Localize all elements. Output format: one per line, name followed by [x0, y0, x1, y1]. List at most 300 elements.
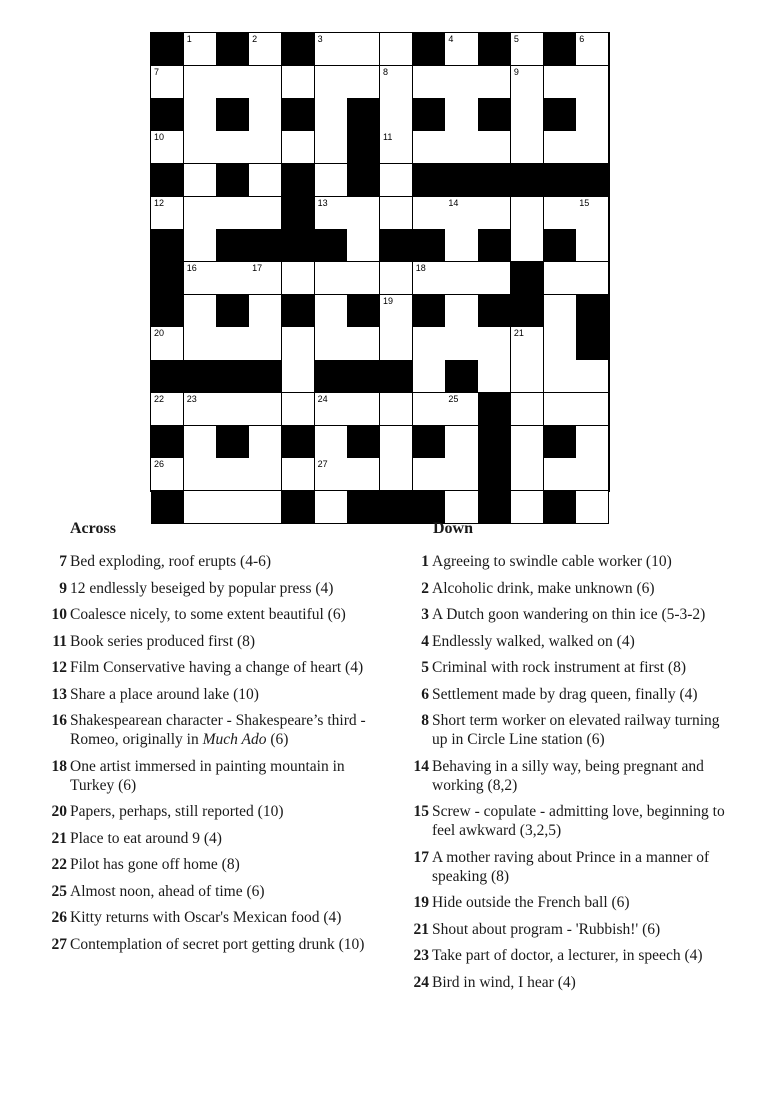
clue-number: 22: [51, 856, 67, 873]
clue-across: [42, 552, 367, 571]
white-square[interactable]: [413, 197, 446, 230]
white-square[interactable]: [216, 458, 249, 491]
black-square: [478, 164, 511, 197]
white-square[interactable]: [282, 66, 315, 99]
black-square: [249, 229, 282, 262]
white-square[interactable]: [445, 229, 478, 262]
black-square: [151, 262, 184, 295]
cell-number: 16: [186, 263, 197, 273]
cell-number: 22: [154, 393, 165, 404]
white-square[interactable]: [216, 131, 249, 164]
white-square[interactable]: [315, 262, 348, 295]
white-square[interactable]: [511, 426, 544, 459]
white-square[interactable]: [184, 33, 217, 66]
cell-number: 1: [186, 34, 192, 44]
clue-number: 27: [51, 935, 67, 953]
white-square[interactable]: [576, 393, 609, 426]
black-square: [511, 164, 544, 197]
down-clues: [405, 520, 730, 999]
black-square: [478, 98, 511, 131]
white-square[interactable]: [380, 426, 413, 459]
white-square[interactable]: [184, 393, 217, 426]
white-square[interactable]: [576, 229, 609, 262]
white-square[interactable]: [315, 33, 348, 66]
black-square: [413, 98, 446, 131]
clue-across: [42, 579, 367, 598]
white-square[interactable]: [184, 164, 217, 197]
clue-number: 7: [59, 553, 67, 570]
cell-number: 5: [513, 34, 519, 44]
black-square: [347, 295, 380, 328]
white-square[interactable]: [445, 66, 478, 99]
white-square[interactable]: [315, 458, 348, 491]
white-square[interactable]: [249, 164, 282, 197]
white-square[interactable]: [249, 33, 282, 66]
white-square[interactable]: [216, 327, 249, 360]
black-square: [184, 360, 217, 393]
black-square: [216, 164, 249, 197]
clue-across: [42, 658, 367, 677]
white-square[interactable]: [184, 262, 217, 295]
white-square[interactable]: [347, 327, 380, 360]
black-square: [216, 295, 249, 328]
white-square[interactable]: [445, 393, 478, 426]
cell-number: 24: [317, 393, 328, 404]
white-square[interactable]: [413, 393, 446, 426]
white-square[interactable]: [478, 262, 511, 295]
white-square[interactable]: [445, 131, 478, 164]
white-square[interactable]: [249, 458, 282, 491]
white-square[interactable]: [151, 66, 184, 99]
clue-text: Take part of doctor, a lecturer, in speech (4): [432, 947, 703, 964]
clue-across: [42, 935, 367, 954]
clue-text: Papers, perhaps, still reported (10): [70, 803, 284, 820]
clue-text: Coalesce nicely, to some extent beautiful (6): [70, 606, 346, 623]
white-square[interactable]: [151, 393, 184, 426]
black-square: [478, 229, 511, 262]
white-square[interactable]: [445, 33, 478, 66]
white-square[interactable]: [445, 262, 478, 295]
white-square[interactable]: [315, 98, 348, 131]
white-square[interactable]: [478, 66, 511, 99]
white-square[interactable]: [216, 393, 249, 426]
black-square: [576, 164, 609, 197]
white-square[interactable]: [380, 458, 413, 491]
clue-text: One artist immersed in painting mountain in Turkey (6): [70, 757, 345, 794]
white-square[interactable]: [413, 458, 446, 491]
black-square: [478, 393, 511, 426]
white-square[interactable]: [576, 66, 609, 99]
white-square[interactable]: [249, 66, 282, 99]
black-square: [282, 197, 315, 230]
white-square[interactable]: [413, 360, 446, 393]
across-clue-list: [42, 552, 367, 954]
black-square: [315, 229, 348, 262]
black-square: [511, 262, 544, 295]
clue-text: Behaving in a silly way, being pregnant and working (8,2): [432, 757, 704, 794]
white-square[interactable]: [347, 197, 380, 230]
cell-number: 23: [186, 393, 197, 404]
white-square[interactable]: [511, 327, 544, 360]
white-square[interactable]: [249, 98, 282, 131]
white-square[interactable]: [445, 426, 478, 459]
black-square: [151, 295, 184, 328]
black-square: [478, 426, 511, 459]
white-square[interactable]: [249, 426, 282, 459]
cell-number: 9: [513, 66, 519, 77]
clue-number: 21: [413, 920, 429, 938]
clue-across: [42, 632, 367, 651]
black-square: [413, 164, 446, 197]
black-square: [347, 360, 380, 393]
clue-text: Bird in wind, I hear (4): [432, 973, 576, 991]
black-square: [151, 98, 184, 131]
black-square: [413, 426, 446, 459]
white-square[interactable]: [282, 458, 315, 491]
clue-across: [42, 605, 367, 624]
white-square[interactable]: [184, 458, 217, 491]
clue-text: Alcoholic drink, make unknown (6): [432, 579, 655, 597]
white-square[interactable]: [151, 327, 184, 360]
black-square: [216, 360, 249, 393]
cell-number: 4: [448, 34, 454, 44]
clue-text: A Dutch goon wandering on thin ice (5-3-2): [432, 606, 706, 623]
black-square: [478, 33, 511, 66]
white-square[interactable]: [576, 458, 609, 491]
white-square[interactable]: [249, 262, 282, 295]
cell-number: 7: [154, 66, 160, 77]
white-square[interactable]: [478, 131, 511, 164]
white-square[interactable]: [511, 360, 544, 393]
white-square[interactable]: [576, 426, 609, 459]
black-square: [151, 164, 184, 197]
white-square[interactable]: [380, 66, 413, 99]
black-square: [544, 33, 577, 66]
black-square: [347, 164, 380, 197]
clue-down: [405, 802, 730, 840]
white-square[interactable]: [478, 360, 511, 393]
white-square[interactable]: [380, 131, 413, 164]
clue-down: [405, 946, 730, 965]
clue-text: Endlessly walked, walked on (4): [432, 632, 635, 650]
white-square[interactable]: [380, 164, 413, 197]
black-square: [151, 33, 184, 66]
down-heading: Down: [433, 520, 474, 537]
clue-text: Bed exploding, roof erupts (4-6): [70, 553, 272, 570]
white-square[interactable]: [347, 393, 380, 426]
white-square[interactable]: [380, 327, 413, 360]
cell-number: 18: [415, 263, 426, 273]
clue-text: Kitty returns with Oscar's Mexican food (4): [70, 909, 342, 926]
clue-down: [405, 973, 730, 992]
black-square: [380, 360, 413, 393]
down-clue-list: [405, 552, 730, 992]
clue-number: 20: [51, 803, 67, 820]
white-square[interactable]: [315, 327, 348, 360]
black-square: [347, 98, 380, 131]
white-square[interactable]: [282, 360, 315, 393]
black-square: [544, 98, 577, 131]
cell-number: 26: [154, 459, 165, 470]
clue-number: 9: [59, 579, 67, 597]
white-square[interactable]: [184, 229, 217, 262]
white-square[interactable]: [249, 197, 282, 230]
black-square: [216, 33, 249, 66]
white-square[interactable]: [315, 66, 348, 99]
cell-number: 21: [513, 328, 524, 339]
black-square: [413, 33, 446, 66]
clue-text: Film Conservative having a change of heart (4): [70, 659, 364, 676]
clue-across: [42, 882, 367, 901]
clue-number: 6: [421, 685, 429, 703]
black-square: [282, 229, 315, 262]
white-square[interactable]: [544, 327, 577, 360]
clue-text: Agreeing to swindle cable worker (10): [432, 553, 672, 570]
white-square[interactable]: [184, 98, 217, 131]
white-square[interactable]: [282, 393, 315, 426]
white-square[interactable]: [413, 327, 446, 360]
white-square[interactable]: [511, 98, 544, 131]
black-square: [282, 426, 315, 459]
black-square: [347, 426, 380, 459]
white-square[interactable]: [511, 33, 544, 66]
cell-number: 11: [383, 132, 393, 143]
white-square[interactable]: [445, 327, 478, 360]
white-square[interactable]: [282, 262, 315, 295]
clue-text: A mother raving about Prince in a manner of speaking (8): [432, 848, 710, 885]
white-square[interactable]: [249, 295, 282, 328]
clue-number: 4: [421, 632, 429, 650]
white-square[interactable]: [184, 66, 217, 99]
clue-down: [405, 893, 730, 912]
white-square[interactable]: [445, 458, 478, 491]
black-square: [151, 426, 184, 459]
cell-number: 13: [317, 197, 328, 208]
clue-text: Screw - copulate - admitting love, beginning to feel awkward (3,2,5): [432, 803, 725, 839]
clue-text: Contemplation of secret port getting drunk (10): [70, 935, 365, 953]
black-square: [282, 98, 315, 131]
black-square: [315, 360, 348, 393]
cell-number: 8: [383, 66, 389, 77]
white-square[interactable]: [151, 197, 184, 230]
black-square: [282, 295, 315, 328]
clue-number: 15: [413, 803, 429, 820]
clue-text: Book series produced first (8): [70, 632, 256, 650]
clue-number: 21: [51, 829, 67, 847]
clue-down: [405, 757, 730, 795]
white-square[interactable]: [249, 131, 282, 164]
white-square[interactable]: [249, 393, 282, 426]
clue-text: Criminal with rock instrument at first (8): [432, 659, 686, 676]
clue-number: 17: [413, 848, 429, 866]
clue-number: 2: [421, 579, 429, 597]
clue-number: 26: [51, 909, 67, 926]
white-square[interactable]: [511, 66, 544, 99]
black-square: [478, 458, 511, 491]
clue-number: 13: [51, 685, 67, 703]
clue-number: 12: [51, 659, 67, 676]
clue-down: [405, 632, 730, 651]
white-square[interactable]: [347, 262, 380, 295]
cell-number: 2: [252, 34, 258, 44]
white-square[interactable]: [347, 33, 380, 66]
white-square[interactable]: [576, 131, 609, 164]
white-square[interactable]: [576, 360, 609, 393]
white-square[interactable]: [478, 327, 511, 360]
white-square[interactable]: [249, 327, 282, 360]
clue-across: [42, 855, 367, 874]
white-square[interactable]: [511, 393, 544, 426]
cell-number: 10: [154, 132, 165, 143]
clue-across: [42, 757, 367, 795]
white-square[interactable]: [216, 66, 249, 99]
white-square[interactable]: [544, 66, 577, 99]
white-square[interactable]: [544, 262, 577, 295]
clue-text: 12 endlessly beseiged by popular press (4): [70, 579, 334, 597]
white-square[interactable]: [478, 197, 511, 230]
white-square[interactable]: [282, 131, 315, 164]
white-square[interactable]: [380, 262, 413, 295]
clue-down: [405, 579, 730, 598]
white-square[interactable]: [445, 98, 478, 131]
white-square[interactable]: [347, 458, 380, 491]
white-square[interactable]: [216, 197, 249, 230]
clue-text: Almost noon, ahead of time (6): [70, 882, 265, 900]
clue-text: Share a place around lake (10): [70, 685, 259, 703]
white-square[interactable]: [544, 295, 577, 328]
white-square[interactable]: [216, 262, 249, 295]
white-square[interactable]: [576, 98, 609, 131]
white-square[interactable]: [315, 426, 348, 459]
clue-text: Pilot has gone off home (8): [70, 856, 240, 873]
clue-down: [405, 920, 730, 939]
white-square[interactable]: [380, 295, 413, 328]
clue-across: [42, 685, 367, 704]
white-square[interactable]: [511, 458, 544, 491]
white-square[interactable]: [315, 164, 348, 197]
white-square[interactable]: [576, 33, 609, 66]
black-square: [445, 164, 478, 197]
clue-number: 16: [51, 712, 67, 729]
white-square[interactable]: [184, 426, 217, 459]
white-square[interactable]: [544, 458, 577, 491]
white-square[interactable]: [413, 131, 446, 164]
clue-across: [42, 829, 367, 848]
black-square: [576, 327, 609, 360]
clue-text: Settlement made by drag queen, finally (4): [432, 685, 698, 703]
white-square[interactable]: [445, 197, 478, 230]
cell-number: 14: [448, 197, 459, 208]
white-square[interactable]: [151, 131, 184, 164]
across-clues: [42, 520, 367, 961]
clue-number: 14: [413, 757, 429, 775]
black-square: [151, 360, 184, 393]
clue-text: Hide outside the French ball (6): [432, 894, 630, 911]
black-square: [511, 295, 544, 328]
clue-across: [42, 711, 367, 749]
white-square[interactable]: [544, 131, 577, 164]
white-square[interactable]: [315, 393, 348, 426]
clue-number: 1: [421, 553, 429, 570]
black-square: [216, 426, 249, 459]
clue-down: [405, 605, 730, 624]
white-square[interactable]: [544, 393, 577, 426]
white-square[interactable]: [315, 197, 348, 230]
white-square[interactable]: [315, 131, 348, 164]
clue-down: [405, 552, 730, 571]
cell-number: 19: [383, 295, 394, 306]
white-square[interactable]: [511, 229, 544, 262]
black-square: [445, 360, 478, 393]
white-square[interactable]: [347, 229, 380, 262]
clue-number: 24: [413, 973, 429, 991]
clue-number: 23: [413, 947, 429, 964]
clue-number: 19: [413, 894, 429, 911]
clue-across: [42, 802, 367, 821]
cell-number: 12: [154, 197, 165, 208]
white-square[interactable]: [413, 262, 446, 295]
black-square: [413, 295, 446, 328]
clue-number: 10: [51, 606, 67, 623]
white-square[interactable]: [380, 98, 413, 131]
white-square[interactable]: [576, 197, 609, 230]
white-square[interactable]: [151, 458, 184, 491]
cell-number: 15: [579, 197, 590, 208]
clue-text: Shout about program - 'Rubbish!' (6): [432, 920, 661, 938]
white-square[interactable]: [544, 360, 577, 393]
white-square[interactable]: [315, 295, 348, 328]
white-square[interactable]: [184, 327, 217, 360]
cell-number: 27: [317, 459, 328, 470]
black-square: [151, 229, 184, 262]
white-square[interactable]: [380, 33, 413, 66]
black-square: [216, 98, 249, 131]
white-square[interactable]: [511, 197, 544, 230]
black-square: [544, 426, 577, 459]
cell-number: 25: [448, 393, 459, 404]
black-square: [282, 164, 315, 197]
clue-down: [405, 685, 730, 704]
black-square: [380, 229, 413, 262]
cell-number: 20: [154, 328, 165, 339]
clue-text: Shakespearean character - Shakespeare’s third - Romeo, originally in Much Ado (6): [70, 712, 366, 748]
white-square[interactable]: [511, 131, 544, 164]
cell-number: 17: [252, 263, 263, 273]
white-square[interactable]: [544, 197, 577, 230]
white-square[interactable]: [282, 327, 315, 360]
white-square[interactable]: [380, 393, 413, 426]
clue-down: [405, 711, 730, 749]
clue-across: [42, 908, 367, 927]
white-square[interactable]: [380, 197, 413, 230]
white-square[interactable]: [184, 131, 217, 164]
white-square[interactable]: [576, 262, 609, 295]
black-square: [413, 229, 446, 262]
white-square[interactable]: [445, 295, 478, 328]
cell-number: 3: [317, 34, 323, 44]
clue-text: Place to eat around 9 (4): [70, 829, 222, 847]
white-square[interactable]: [184, 295, 217, 328]
white-square[interactable]: [413, 66, 446, 99]
clue-number: 18: [51, 757, 67, 775]
clue-number: 25: [51, 882, 67, 900]
white-square[interactable]: [184, 197, 217, 230]
black-square: [249, 360, 282, 393]
black-square: [216, 229, 249, 262]
white-square[interactable]: [347, 66, 380, 99]
cell-number: 6: [579, 34, 585, 44]
black-square: [544, 229, 577, 262]
